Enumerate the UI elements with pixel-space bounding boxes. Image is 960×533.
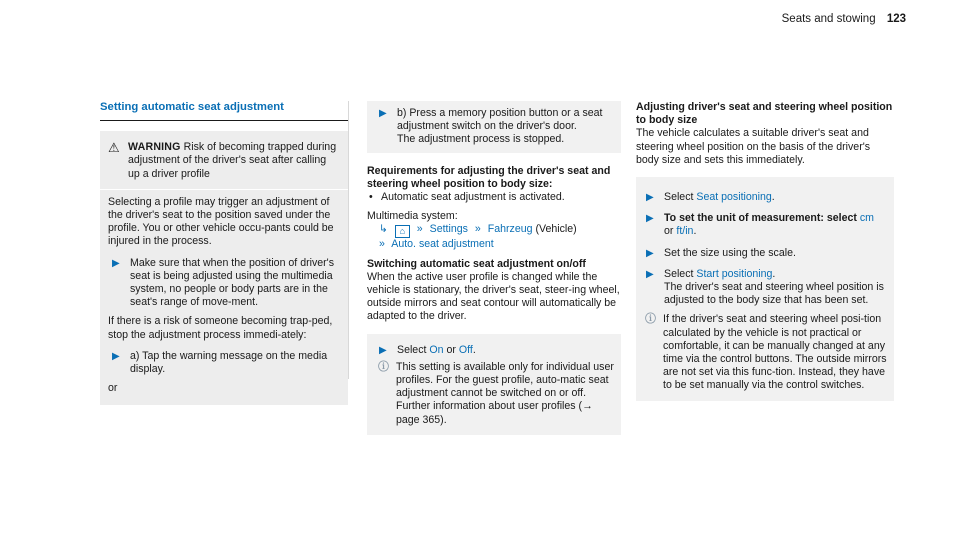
select-prefix: Select bbox=[397, 343, 427, 356]
step-arrow-icon: ▶ bbox=[646, 213, 654, 225]
path-arrow-icon: » bbox=[379, 238, 385, 251]
requirements-title: Requirements for adjusting the driver's seat and steering wheel position to body size: bbox=[367, 164, 611, 190]
instruction-step bbox=[642, 212, 888, 238]
switch-title: Switching automatic seat adjustment on/off bbox=[367, 257, 586, 270]
section-title: Setting automatic seat adjustment bbox=[100, 101, 348, 121]
step-or: or bbox=[664, 225, 674, 238]
info-note bbox=[375, 361, 615, 427]
warning-heading bbox=[108, 141, 340, 181]
step-arrow-icon: ▶ bbox=[646, 192, 654, 204]
instruction-text: a) Tap the warning message on the media display. bbox=[130, 349, 328, 376]
instruction-body: Select Start positioning. The driver's seat and steering wheel position is adjusted to the body size that has been set. bbox=[664, 267, 884, 307]
or-text: or bbox=[108, 382, 118, 395]
return-arrow-icon: ↳ bbox=[379, 223, 388, 236]
instruction-body: Select On or Off. bbox=[397, 343, 476, 356]
instruction-step bbox=[108, 257, 340, 310]
instruction-text: Make sure that when the position of driver's seat is being adjusted using the multimedia system, no people or body parts are in the seat's range of move-ment. bbox=[130, 256, 334, 309]
instruction-step bbox=[642, 247, 888, 260]
requirement-item bbox=[367, 191, 621, 204]
option-off[interactable]: Off bbox=[458, 343, 473, 356]
unit-cm[interactable]: cm bbox=[859, 212, 874, 225]
intro-text: The vehicle calculates a suitable driver's seat and steering wheel position on the basis of the driver's body size and sets this immediately. bbox=[636, 127, 871, 166]
unit-ftin[interactable]: ft/in bbox=[676, 225, 694, 238]
warning-body: Selecting a profile may trigger an adjustment of the driver's seat to the position saved under the profile. You or other vehicle occu-pants could be injured in the process. bbox=[108, 195, 334, 248]
select-or: or bbox=[446, 343, 456, 356]
step-prefix: Select bbox=[664, 191, 694, 204]
seat-positioning-link[interactable]: Seat positioning bbox=[696, 191, 772, 204]
step-arrow-icon: ▶ bbox=[112, 257, 120, 269]
warning-title: WARNING bbox=[128, 141, 181, 154]
column-2 bbox=[367, 101, 621, 435]
start-positioning-link[interactable]: Start positioning bbox=[696, 267, 773, 280]
info-note bbox=[642, 313, 888, 392]
step-arrow-icon: ▶ bbox=[112, 350, 120, 362]
step-arrow-icon: ▶ bbox=[646, 247, 654, 259]
warning-text: Risk of becoming trapped during adjustment of the driver's seat after calling up a driver profile bbox=[128, 141, 337, 180]
page-header bbox=[782, 13, 906, 25]
step-result: The driver's seat and steering wheel position is adjusted to the body size that has been set. bbox=[664, 281, 884, 307]
paragraph: If there is a risk of someone becoming trap-ped, stop the adjustment process immedi-ately: bbox=[108, 315, 333, 341]
instruction-body: To set the unit of measurement: select cm or ft/in. bbox=[664, 212, 874, 238]
menu-path bbox=[367, 223, 621, 238]
column-3 bbox=[636, 101, 894, 401]
menu-vehicle-note: (Vehicle) bbox=[535, 223, 577, 236]
menu-path-2 bbox=[367, 238, 621, 251]
menu-auto-seat-adjustment[interactable]: Auto. seat adjustment bbox=[391, 238, 494, 251]
option-on[interactable]: On bbox=[429, 343, 444, 356]
steps-box bbox=[636, 177, 894, 401]
selection-box bbox=[367, 334, 621, 435]
path-arrow-icon: » bbox=[416, 223, 423, 236]
warning-divider bbox=[100, 189, 348, 190]
section-heading: Adjusting driver's seat and steering wheel position to body size bbox=[636, 101, 893, 127]
instruction-step bbox=[375, 344, 615, 357]
instruction-step bbox=[108, 350, 340, 376]
instruction-step bbox=[375, 107, 615, 147]
switch-text: When the active user profile is changed while the vehicle is stationary, the driver's seat, steer-ing wheel, outside mirrors and seat contour will automatically be adapted to the driver. bbox=[367, 270, 620, 323]
warning-triangle-icon: ⚠ bbox=[108, 140, 120, 156]
step-arrow-icon: ▶ bbox=[379, 344, 387, 356]
step-arrow-icon: ▶ bbox=[379, 108, 387, 119]
column-divider bbox=[348, 101, 349, 379]
info-text: If the driver's seat and steering wheel posi-tion calculated by the vehicle is not practical or comfortable, it can be manually changed at any time via the control buttons. The outside mirrors are not set via this func-tion. Instead, they have to be set manually via the control switches. bbox=[663, 313, 887, 392]
info-text: This setting is available only for individual user profiles. For the guest profile, auto-matic seat adjustment cannot be switched on or off. Further information about user profiles (→ page 365). bbox=[396, 360, 614, 426]
instruction-body: Select Seat positioning. bbox=[664, 191, 775, 204]
instruction-text: b) Press a memory position button or a seat adjustment switch on the driver's door. bbox=[397, 107, 603, 133]
page-number: 123 bbox=[886, 13, 906, 25]
multimedia-label: Multimedia system: bbox=[367, 210, 458, 223]
instruction-body bbox=[397, 107, 615, 147]
menu-settings[interactable]: Settings bbox=[429, 223, 468, 236]
step-arrow-icon: ▶ bbox=[646, 268, 654, 280]
instruction-result: The adjustment process is stopped. bbox=[397, 133, 565, 146]
section-name: Seats and stowing bbox=[781, 13, 876, 25]
column-1 bbox=[100, 101, 348, 405]
info-icon: ⓘ bbox=[645, 313, 656, 326]
warning-heading-text bbox=[128, 141, 340, 181]
menu-fahrzeug[interactable]: Fahrzeug bbox=[487, 223, 533, 236]
home-icon[interactable]: ⌂ bbox=[395, 225, 410, 238]
path-arrow-icon: » bbox=[474, 223, 481, 236]
instruction-step bbox=[642, 191, 888, 204]
step-prefix: Select bbox=[664, 267, 694, 280]
instruction-text: Set the size using the scale. bbox=[664, 246, 796, 259]
bullet-icon: • bbox=[369, 191, 373, 204]
warning-continuation bbox=[367, 101, 621, 153]
requirement-text: Automatic seat adjustment is activated. bbox=[381, 191, 565, 204]
info-icon: ⓘ bbox=[378, 360, 389, 373]
instruction-step bbox=[642, 268, 888, 308]
step-prefix: To set the unit of measurement: select bbox=[664, 212, 857, 225]
warning-box bbox=[100, 131, 348, 405]
